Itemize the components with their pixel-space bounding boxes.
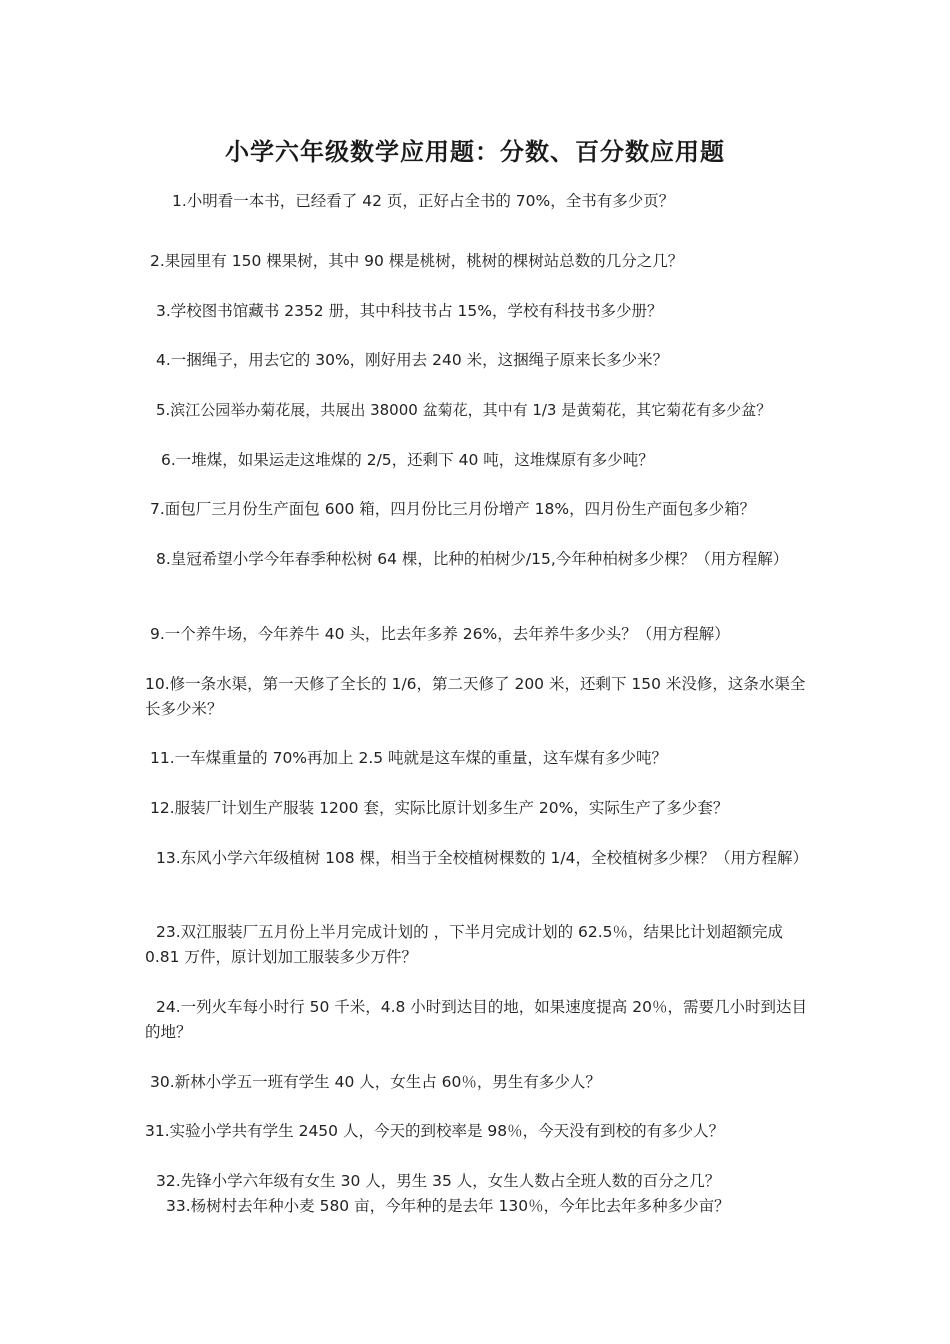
question-33: 33.杨树村去年种小麦 580 亩，今年种的是去年 130％，今年比去年多种多少亩？ bbox=[166, 1197, 730, 1215]
question-3: 3.学校图书馆藏书 2352 册，其中科技书占 15%，学校有科技书多少册？ bbox=[156, 302, 663, 320]
question-11: 11.一车煤重量的 70%再加上 2.5 吨就是这车煤的重量，这车煤有多少吨？ bbox=[150, 749, 668, 767]
question-13: 13.东风小学六年级植树 108 棵，相当于全校植树棵数的 1/4，全校植树多少棵？（用方程解） bbox=[156, 849, 808, 867]
question-10: 10.修一条水渠，第一天修了全长的 1/6，第二天修了 200 米，还剩下 150 米没修，这条水渠全长多少米？ bbox=[145, 675, 806, 718]
question-9: 9.一个养牛场，今年养牛 40 头，比去年多养 26%，去年养牛多少头？（用方程解） bbox=[150, 625, 730, 643]
question-4: 4.一捆绳子，用去它的 30%，刚好用去 240 米，这捆绳子原来长多少米？ bbox=[156, 351, 669, 369]
question-24: 24.一列火车每小时行 50 千米，4.8 小时到达目的地，如果速度提高 20％，需要几小时到达目的地？ bbox=[145, 998, 807, 1041]
question-32: 32.先锋小学六年级有女生 30 人，男生 35 人，女生人数占全班人数的百分之几？ bbox=[156, 1172, 721, 1190]
question-1: 1.小明看一本书，已经看了 42 页，正好占全书的 70%，全书有多少页？ bbox=[172, 192, 675, 210]
question-2: 2.果园里有 150 棵果树，其中 90 棵是桃树，桃树的棵树站总数的几分之几？ bbox=[150, 252, 684, 270]
question-7: 7.面包厂三月份生产面包 600 箱，四月份比三月份增产 18%，四月份生产面包多少箱？ bbox=[150, 500, 756, 518]
question-23: 23.双江服装厂五月份上半月完成计划的 ，下半月完成计划的 62.5％，结果比计划超额完成 0.81 万件，原计划加工服装多少万件？ bbox=[145, 923, 784, 966]
question-6: 6.一堆煤，如果运走这堆煤的 2/5，还剩下 40 吨，这堆煤原有多少吨？ bbox=[161, 451, 654, 469]
question-12: 12.服装厂计划生产服装 1200 套，实际比原计划多生产 20%，实际生产了多少套？ bbox=[150, 799, 729, 817]
question-31: 31.实验小学共有学生 2450 人，今天的到校率是 98％，今天没有到校的有多少人？ bbox=[145, 1122, 725, 1140]
question-30: 30.新林小学五一班有学生 40 人，女生占 60％，男生有多少人？ bbox=[150, 1073, 601, 1091]
question-8: 8.皇冠希望小学今年春季种松树 64 棵，比种的柏树少/15,今年种柏树多少棵？（用方程解） bbox=[156, 550, 789, 568]
question-5: 5.滨江公园举办菊花展，共展出 38000 盆菊花，其中有 1/3 是黄菊花，其它菊花有多少盆？ bbox=[156, 401, 772, 419]
document-title: 小学六年级数学应用题：分数、百分数应用题 bbox=[225, 137, 725, 166]
